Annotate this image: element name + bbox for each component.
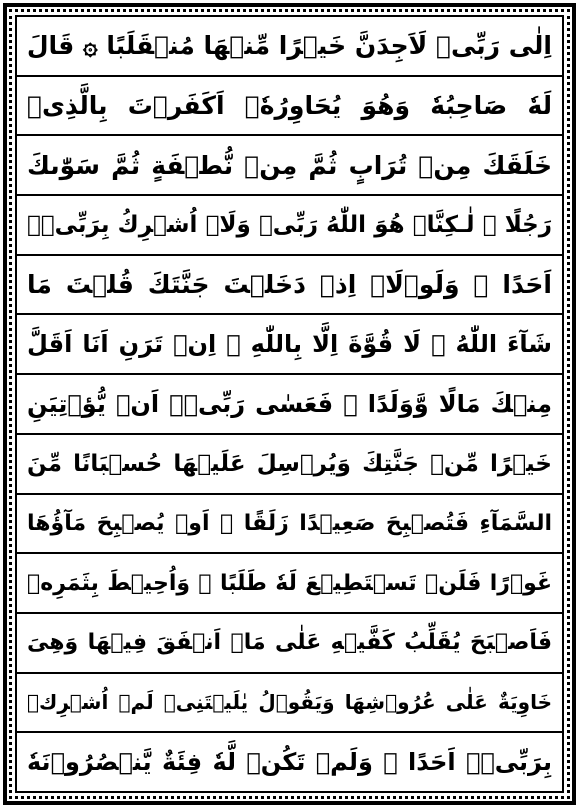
line-text: فَاَصۡبَحَ يُقَلِّبُ كَفَّيۡهِ عَلٰى مَاۤ اَنۡفَقَ فِيۡهَا وَهِىَ xyxy=(27,630,552,656)
text-line xyxy=(17,554,562,614)
line-text: رَجُلًا ۞ لٰـكِنَّا۟ هُوَ اللّٰهُ رَبِّىۡ وَلَاۤ اُشۡرِكُ بِرَبِّىۡۤ xyxy=(27,211,552,238)
line-text: مِنۡكَ مَالًا وَّوَلَدًا ۞ فَعَسٰى رَبِّىۡۤ اَنۡ يُّؤۡتِيَنِ xyxy=(27,389,552,418)
line-text: خَيۡرًا مِّنۡ جَنَّتِكَ وَيُرۡسِلَ عَلَيۡهَا حُسۡبَانًا مِّنَ xyxy=(27,450,552,477)
line-text: خَلَقَكَ مِنۡ تُرَابٍ ثُمَّ مِنۡ نُّطۡفَةٍ ثُمَّ سَوّٰٮكَ xyxy=(27,150,552,180)
text-line xyxy=(17,196,562,256)
text-line xyxy=(17,77,562,137)
text-line xyxy=(17,495,562,555)
line-text: اِلٰى رَبِّىۡ لَاَجِدَنَّ خَيۡرًا مِّنۡهَا مُنۡقَلَبًا ۞ قَالَ xyxy=(26,31,552,61)
line-text: لَهٗ صَاحِبُهٗ وَهُوَ يُحَاوِرُهٗۤ اَكَفَرۡتَ بِالَّذِىۡ xyxy=(27,91,552,121)
text-line xyxy=(17,17,562,77)
text-line xyxy=(17,136,562,196)
text-line xyxy=(17,733,562,791)
text-line xyxy=(17,375,562,435)
line-text: السَّمَآءِ فَتُصۡبِحَ صَعِيۡدًا زَلَقًا ۞ اَوۡ يُصۡبِحَ مَآؤُهَا xyxy=(27,510,552,536)
text-line xyxy=(17,614,562,674)
line-text: بِرَبِّىۡۤ اَحَدًا ۞ وَلَمۡ تَكُنۡ لَّهٗ فِئَةٌ يَّنۡصُرُوۡنَهٗ xyxy=(27,748,552,777)
text-line xyxy=(17,315,562,375)
text-line xyxy=(17,256,562,316)
text-lines xyxy=(17,17,562,791)
text-line xyxy=(17,435,562,495)
line-text: غَوۡرًا فَلَنۡ تَسۡتَطِيۡعَ لَهٗ طَلَبًا ۞ وَاُحِيۡطَ بِثَمَرِهٖ xyxy=(27,570,552,596)
line-text: خَاوِيَةٌ عَلٰى عُرُوۡشِهَا وَيَقُوۡلُ يٰلَيۡتَنِىۡ لَمۡ اُشۡرِكۡ xyxy=(27,690,552,715)
line-text: شَآءَ اللّٰهُ ۙ لَا قُوَّةَ اِلَّا بِاللّٰهِ ۚ اِنۡ تَرَنِ اَنَا اَقَلَّ xyxy=(27,330,552,359)
text-line xyxy=(17,674,562,734)
line-text: اَحَدًا ۞ وَلَوۡلَاۤ اِذۡ دَخَلۡتَ جَنَّتَكَ قُلۡتَ مَا xyxy=(27,270,552,300)
